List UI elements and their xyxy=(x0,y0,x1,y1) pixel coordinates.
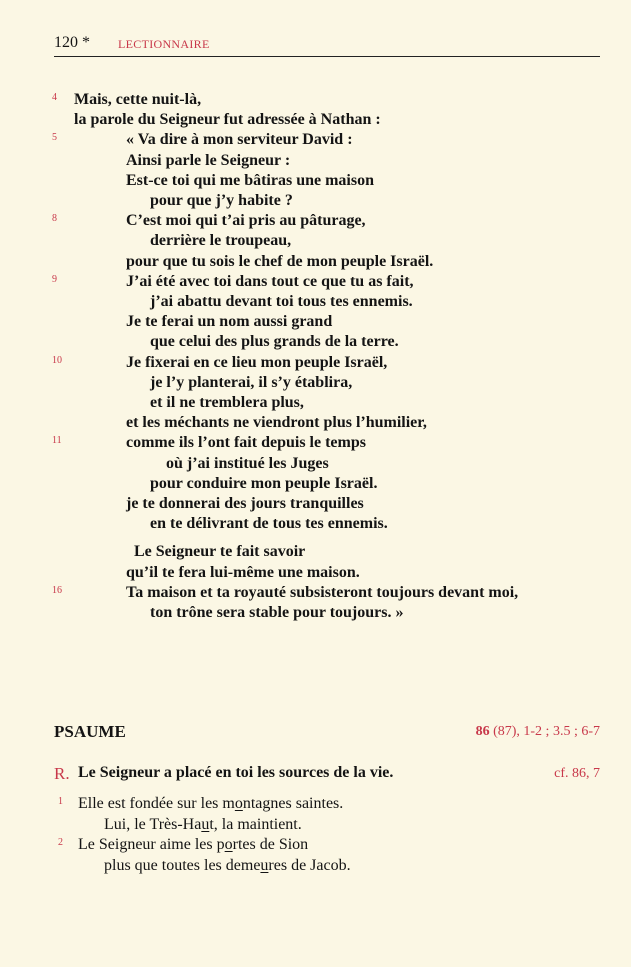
psalm-ref-rest: (87), 1-2 ; 3.5 ; 6-7 xyxy=(489,724,600,739)
psalm-line: Le Seigneur aime les portes de Sion xyxy=(78,836,309,853)
reading-line: que celui des plus grands de la terre. xyxy=(150,333,399,351)
reading-line: Ta maison et ta royauté subsisteront toujours devant moi, xyxy=(126,583,519,601)
reading-line: où j’ai institué les Juges xyxy=(166,454,329,472)
reading-line: j’ai abattu devant toi tous tes ennemis. xyxy=(150,293,413,310)
reading-line: derrière le troupeau, xyxy=(150,232,292,250)
psalm-line: Elle est fondée sur les montagnes saintes. xyxy=(78,795,344,812)
reading-line: Je te ferai un nom aussi grand xyxy=(126,313,333,331)
reading-line: Je fixerai en ce lieu mon peuple Israël, xyxy=(126,353,388,371)
verse-number: 8 xyxy=(52,213,57,225)
reading-line: et les méchants ne viendront plus l’humilier, xyxy=(126,414,427,432)
reading-line: et il ne tremblera plus, xyxy=(150,394,304,411)
reading-line: qu’il te fera lui-même une maison. xyxy=(126,563,360,581)
psalm-heading xyxy=(54,722,600,746)
reading-line: je l’y planterai, il s’y établira, xyxy=(150,373,353,391)
psalm-ref-main: 86 xyxy=(475,724,490,739)
psalm-verse-number: 2 xyxy=(58,837,63,848)
verse-number: 11 xyxy=(52,435,62,447)
refrain-mark: R. xyxy=(54,764,70,783)
psalm-title: PSAUME xyxy=(54,722,126,741)
reading-line: Mais, cette nuit-là, xyxy=(74,91,202,108)
reading-line: je te donnerai des jours tranquilles xyxy=(126,495,364,512)
psalm-line: plus que toutes les demeures de Jacob. xyxy=(104,856,351,874)
reading-line: en te délivrant de tous tes ennemis. xyxy=(150,515,388,533)
refrain-text: Le Seigneur a placé en toi les sources de la vie. xyxy=(78,764,394,781)
verse-number: 4 xyxy=(52,92,57,103)
verse-number: 9 xyxy=(52,273,57,285)
verse-number: 16 xyxy=(52,584,62,596)
reading-line: « Va dire à mon serviteur David : xyxy=(126,131,353,149)
reading-line: ton trône sera stable pour toujours. » xyxy=(150,604,404,621)
reading-line: Ainsi parle le Seigneur : xyxy=(126,151,291,169)
page-number: 120 * xyxy=(54,34,90,51)
reading-line: la parole du Seigneur fut adressée à Nathan : xyxy=(74,111,381,129)
reading-line: pour que j’y habite ? xyxy=(150,192,293,209)
page-header xyxy=(54,34,600,57)
reading-line: Le Seigneur te fait savoir xyxy=(134,543,306,561)
psalm-verse-number: 1 xyxy=(58,796,63,807)
verse-number: 10 xyxy=(52,354,62,366)
reading-line: J’ai été avec toi dans tout ce que tu as fait, xyxy=(126,272,414,290)
refrain-reference: cf. 86, 7 xyxy=(554,766,600,781)
reading-line: C’est moi qui t’ai pris au pâturage, xyxy=(126,212,366,230)
psalm-reference xyxy=(476,724,600,740)
psalm-refrain xyxy=(54,764,600,788)
running-title: LECTIONNAIRE xyxy=(118,37,210,51)
reading-line: Est-ce toi qui me bâtiras une maison xyxy=(126,171,374,189)
verse-number: 5 xyxy=(52,132,57,144)
reading-line: comme ils l’ont fait depuis le temps xyxy=(126,434,366,452)
reading-line: pour que tu sois le chef de mon peuple Israël. xyxy=(126,252,434,270)
psalm-line: Lui, le Très-Haut, la maintient. xyxy=(104,815,302,833)
reading-line: pour conduire mon peuple Israël. xyxy=(150,474,378,492)
